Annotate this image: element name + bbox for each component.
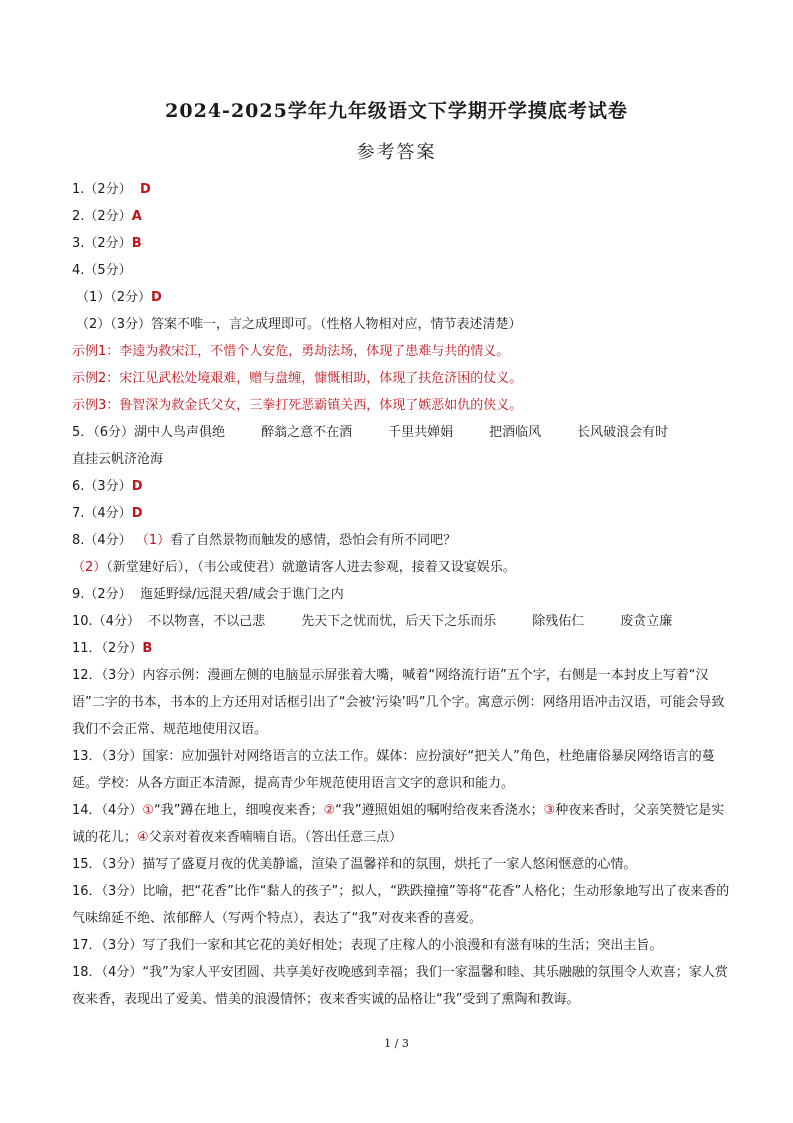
page-title: 2024-2025学年九年级语文下学期开学摸底考试卷 (165, 100, 628, 122)
answer-q5: 5．（6分）湖中人鸟声俱绝 醉翁之意不在酒 千里共婵娟 把酒临风 长风破浪会有时 (72, 425, 669, 440)
answer-q3: 3.（2分）B (72, 236, 142, 251)
answer-q5-cont: 直挂云帆济沧海 (72, 452, 164, 467)
answer-value: D (139, 182, 151, 197)
answer-value: A (131, 209, 142, 224)
answer-value: D (131, 506, 143, 521)
page-subtitle: 参考答案 (356, 142, 437, 163)
answer-q4-example1: 示例1：李逵为救宋江，不惜个人安危，勇劫法场，体现了患难与共的情义。 (72, 344, 510, 359)
answer-value: B (131, 236, 142, 251)
answer-q11: 11．（2分）B (72, 641, 153, 656)
answer-q16: 16．（3分）比喻，把“花香”比作“黏人的孩子”；拟人，“跌跌撞撞”等将“花香”人格化；生动形象地写出了夜来香的气味绵延不绝、浓郁醉人（写两个特点），表达了“我”对夜来香的喜爱。 (72, 884, 730, 926)
answer-list (72, 176, 732, 1013)
answer-q8-part2: （2）（新堂建好后），（韦公或使君）就邀请客人进去参观，接着又设宴娱乐。 (72, 560, 516, 575)
answer-q14: 14．（4分）①“我”蹲在地上，细嗅夜来香；②“我”遵照姐姐的嘱咐给夜来香浇水；③种夜来香时，父亲笑赞它是实诚的花儿；④父亲对着夜来香喃喃自语。（答出任意三点） (72, 803, 725, 845)
answer-q4-part2: （2）（3分）答案不唯一，言之成理即可。（性格人物相对应，情节表述清楚） (76, 317, 522, 332)
answer-q10: 10.（4分） 不以物喜，不以己悲 先天下之忧而忧，后天下之乐而乐 除残佑仁 废贪立廉 (72, 614, 673, 629)
answer-q18: 18．（4分）“我”为家人平安团圆、共享美好夜晚感到幸福；我们一家温馨和睦、其乐融融的氛围令人欢喜；家人赏夜来香，表现出了爱美、惜美的浪漫情怀；夜来香实诚的品格让“我”受到了熏陶和教诲。 (72, 965, 728, 1007)
answer-q15: 15．（3分）描写了盛夏月夜的优美静谧，渲染了温馨祥和的氛围，烘托了一家人悠闲惬意的心情。 (72, 857, 637, 872)
answer-q4-part1: （1）（2分）D (76, 290, 162, 305)
answer-q1: 1.（2分） D (72, 182, 151, 197)
page-number: 1 / 3 (384, 1037, 409, 1050)
answer-value: D (151, 290, 162, 305)
answer-q17: 17．（3分）写了我们一家和其它花的美好相处；表现了庄稼人的小浪漫和有滋有味的生活；突出主旨。 (72, 938, 663, 953)
answer-q4-example3: 示例3：鲁智深为救金氏父女，三拳打死恶霸镇关西，体现了嫉恶如仇的侠义。 (72, 398, 523, 413)
answer-q8: 8.（4分） （1）看了自然景物而触发的感情，恐怕会有所不同吧？ (72, 533, 457, 548)
answer-q12: 12．（3分）内容示例：漫画左侧的电脑显示屏张着大嘴，喊着“网络流行语”五个字，右侧是一本封皮上写着“汉语”二字的书本，书本的上方还用对话框引出了“会被‘污染’吗”几个字。寓意示例：网络用语冲击汉语，可能会导致我们不会正常、规范地使用汉语。 (72, 668, 725, 737)
answer-q7: 7.（4分）D (72, 506, 143, 521)
answer-q2: 2.（2分）A (72, 209, 142, 224)
answer-q4-example2: 示例2：宋江见武松处境艰难，赠与盘缠，慷慨相助，体现了扶危济困的仗义。 (72, 371, 523, 386)
answer-q9: 9.（2分） 迤延野绿/远混天碧/咸会于谯门之内 (72, 587, 344, 602)
answer-value: D (131, 479, 143, 494)
answer-q4: 4.（5分） (72, 263, 132, 278)
answer-q6: 6.（3分）D (72, 479, 143, 494)
answer-value: B (142, 641, 153, 656)
answer-q13: 13．（3分）国家：应加强针对网络语言的立法工作。媒体：应扮演好“把关人”角色，杜绝庸俗暴戾网络语言的蔓延。学校：从各方面正本清源，提高青少年规范使用语言文字的意识和能力。 (72, 749, 715, 791)
